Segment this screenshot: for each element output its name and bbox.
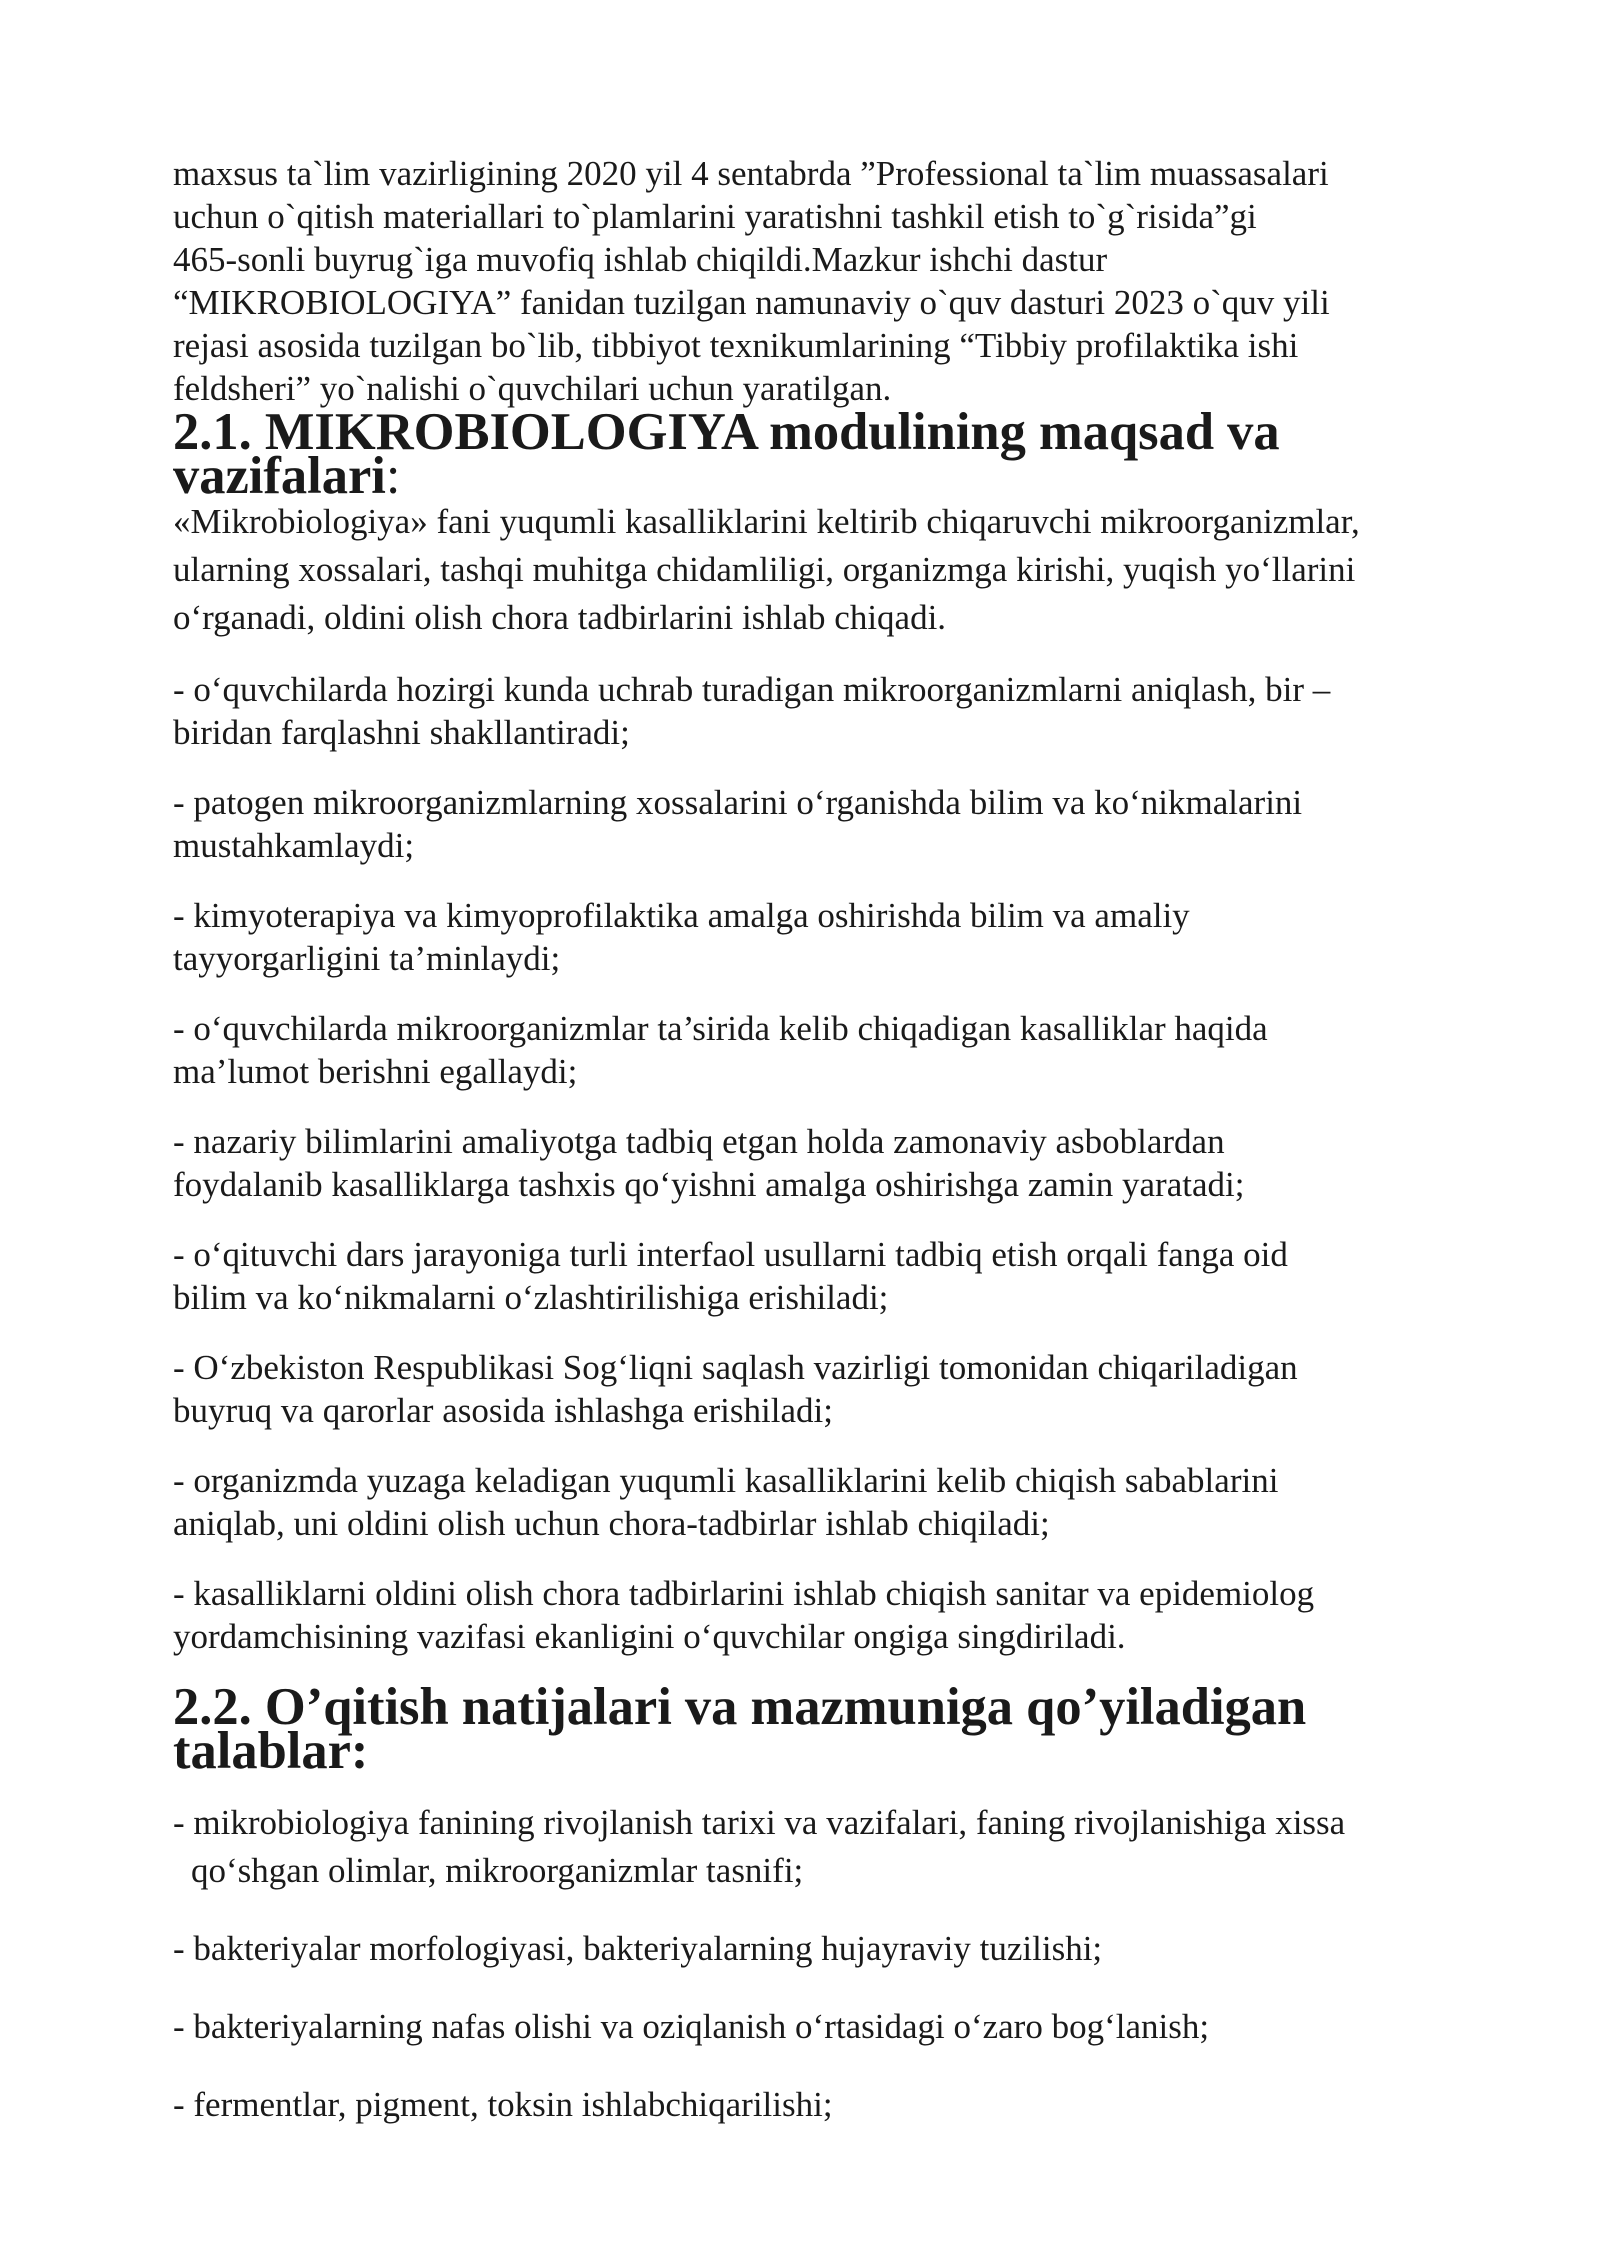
list-item-line: - bakteriyalarning nafas olishi va oziqlanish o‘rtasidagi o‘zaro bog‘lanish; — [173, 2007, 1210, 2046]
section-heading-colon: : — [385, 447, 401, 505]
intro-line: 465-sonli buyrug`iga muvofiq ishlab chiqildi.Mazkur ishchi dastur — [173, 240, 1108, 279]
goals-list — [173, 668, 1450, 1658]
list-item-line: - kimyoterapiya va kimyoprofilaktika amalga oshirishda bilim va amaliy — [173, 896, 1190, 935]
section-heading-requirements: 2.2. O’qitish natijalari va mazmuniga qo’yiladigan talablar: — [173, 1678, 1307, 1780]
list-item-line: - patogen mikroorganizmlarning xossalarini o‘rganishda bilim va ko‘nikmalarini — [173, 783, 1303, 822]
list-item — [173, 894, 1450, 980]
list-item — [173, 1007, 1450, 1093]
list-item — [173, 2081, 1450, 2129]
list-item-line: - fermentlar, pigment, toksin ishlabchiqarilishi; — [173, 2085, 833, 2124]
list-item-line: - nazariy bilimlarini amaliyotga tadbiq etgan holda zamonaviy asboblardan — [173, 1122, 1225, 1161]
list-item-line: bilim va ko‘nikmalarni o‘zlashtirilishiga erishiladi; — [173, 1278, 889, 1317]
list-item-line: qo‘shgan olimlar, mikroorganizmlar tasnifi; — [191, 1851, 804, 1890]
list-item-line: foydalanib kasalliklarga tashxis qo‘yishni amalga oshirishga zamin yaratadi; — [173, 1165, 1245, 1204]
list-item-line: aniqlab, uni oldini olish uchun chora-tadbirlar ishlab chiqiladi; — [173, 1504, 1050, 1543]
section-heading-text: 2.1. MIKROBIOLOGIYA modulining maqsad va vazifalari — [173, 403, 1280, 505]
list-item — [173, 781, 1450, 867]
list-item-line: ma’lumot berishni egallaydi; — [173, 1052, 578, 1091]
list-item — [173, 2003, 1450, 2051]
list-item-line: - organizmda yuzaga keladigan yuqumli kasalliklarini kelib chiqish sabablarini — [173, 1461, 1279, 1500]
section-lead-paragraph — [173, 498, 1450, 642]
intro-paragraph — [173, 152, 1450, 410]
section-heading-goals — [173, 403, 1450, 505]
list-item-line: mustahkamlaydi; — [173, 826, 415, 865]
list-item — [173, 1120, 1450, 1206]
list-item-line: - O‘zbekiston Respublikasi Sog‘liqni saqlash vazirligi tomonidan chiqariladigan — [173, 1348, 1298, 1387]
list-item — [173, 1346, 1450, 1432]
list-item-line: tayyorgarligini ta’minlaydi; — [173, 939, 561, 978]
list-item-line: biridan farqlashni shakllantiradi; — [173, 713, 630, 752]
list-item-line: - bakteriyalar morfologiyasi, bakteriyalarning hujayraviy tuzilishi; — [173, 1929, 1103, 1968]
intro-line: uchun o`qitish materiallari to`plamlarini yaratishni tashkil etish to`g`risida”gi — [173, 197, 1257, 236]
intro-line: “MIKROBIOLOGIYA” fanidan tuzilgan namunaviy o`quv dasturi 2023 o`quv yili — [173, 283, 1330, 322]
requirements-list — [173, 1799, 1450, 2129]
list-item — [173, 1572, 1450, 1658]
list-item — [173, 1233, 1450, 1319]
list-item-line: yordamchisining vazifasi ekanligini o‘quvchilar ongiga singdiriladi. — [173, 1617, 1126, 1656]
list-item-line: - o‘qituvchi dars jarayoniga turli interfaol usullarni tadbiq etish orqali fanga oid — [173, 1235, 1288, 1274]
list-item-line: - o‘quvchilarda hozirgi kunda uchrab turadigan mikroorganizmlarni aniqlash, bir – — [173, 670, 1331, 709]
lead-line: ularning xossalari, tashqi muhitga chidamliligi, organizmga kirishi, yuqish yo‘llarini — [173, 550, 1356, 589]
list-item-line: buyruq va qarorlar asosida ishlashga erishiladi; — [173, 1391, 833, 1430]
list-item — [173, 1799, 1450, 1895]
list-item — [173, 1925, 1450, 1973]
intro-line: rejasi asosida tuzilgan bo`lib, tibbiyot texnikumlarining “Tibbiy profilaktika ishi — [173, 326, 1299, 365]
list-item-line: - o‘quvchilarda mikroorganizmlar ta’sirida kelib chiqadigan kasalliklar haqida — [173, 1009, 1268, 1048]
lead-line: «Mikrobiologiya» fani yuqumli kasalliklarini keltirib chiqaruvchi mikroorganizmlar, — [173, 502, 1360, 541]
list-item — [173, 1459, 1450, 1545]
list-item-line: - kasalliklarni oldini olish chora tadbirlarini ishlab chiqish sanitar va epidemiolog — [173, 1574, 1315, 1613]
intro-line: feldsheri” yo`nalishi o`quvchilari uchun yaratilgan. — [173, 369, 892, 408]
list-item — [173, 668, 1450, 754]
lead-line: o‘rganadi, oldini olish chora tadbirlarini ishlab chiqadi. — [173, 598, 947, 637]
list-item-line: - mikrobiologiya fanining rivojlanish tarixi va vazifalari, faning rivojlanishiga xissa — [173, 1803, 1346, 1842]
intro-line: maxsus ta`lim vazirligining 2020 yil 4 sentabrda ”Professional ta`lim muassasalari — [173, 154, 1329, 193]
